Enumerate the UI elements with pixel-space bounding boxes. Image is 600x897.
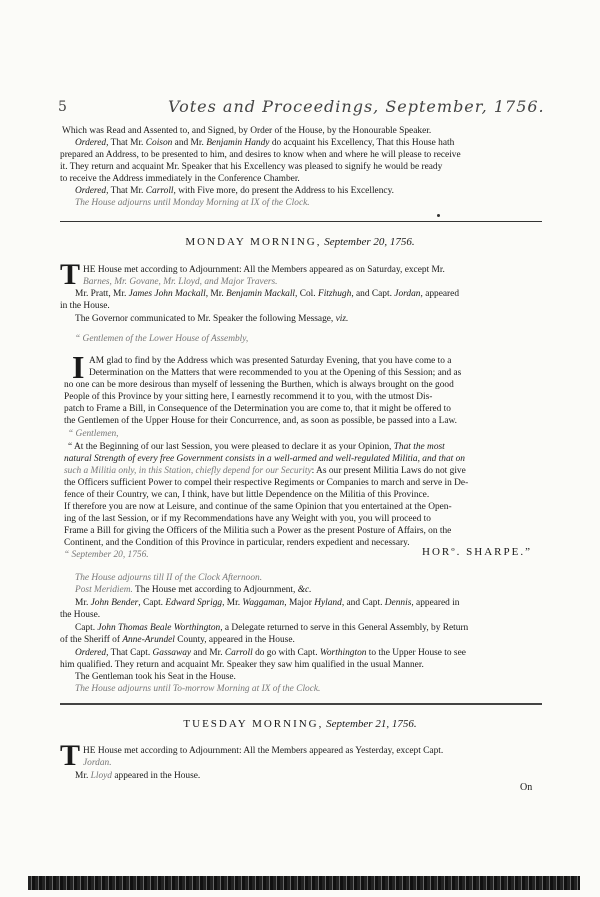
afternoon-line-5b: him qualified. They return and acquaint Mr. Speaker they saw him qualified in the usual Manner. [60, 660, 424, 670]
message-line-13: If therefore you are now at Leisure, and continue of the same Opinion that you entertained at the Open- [64, 502, 452, 512]
afternoon-line-7: The House adjourns until To-morrow Morning at IX of the Clock. [75, 684, 321, 694]
afternoon-line-6: The Gentleman took his Seat in the House. [75, 672, 236, 682]
section-rule-2 [60, 703, 542, 705]
monday-adjourn-1: The House adjourns till II of the Clock Afternoon. [75, 573, 263, 583]
monday-dropcap: T [60, 258, 81, 291]
page-number: 5 [58, 99, 68, 115]
top-line-6: Ordered, That Mr. Carroll, with Five more, do present the Address to his Excellency. [75, 186, 394, 196]
tuesday-heading: TUESDAY MORNING, September 21, 1756. [183, 718, 417, 730]
message-line-10: such a Militia only, in this Station, chiefly depend for our Security: As our present Militia Laws do not give [64, 466, 466, 476]
ornament-dot [437, 214, 440, 217]
afternoon-line-3b: the House. [60, 610, 101, 620]
top-line-3: prepared an Address, to be presented to him, and desires to know when and where he will please to receive [60, 150, 461, 160]
monday-heading: MONDAY MORNING, September 20, 1756. [185, 236, 415, 248]
tuesday-line-1b: Jordan. [83, 758, 112, 768]
top-line-7: The House adjourns until Monday Morning at IX of the Clock. [75, 198, 310, 208]
message-line-2: Determination on the Matters that were recommended to you at the Opening of this Session; and as [89, 368, 462, 378]
message-dropcap: I [72, 349, 85, 385]
post-meridiem: Post Meridiem. The House met according to Adjournment, &c. [75, 585, 312, 595]
message-line-14: ing of the last Session, or if my Recommendations have any Weight with you, you will proceed to [64, 514, 431, 524]
monday-line-2: Mr. Pratt, Mr. James John Mackall, Mr. Benjamin Mackall, Col. Fitzhugh, and Capt. Jordan, appeared [75, 289, 460, 299]
message-date: “ September 20, 1756. [64, 550, 149, 560]
message-line-5: patch to Frame a Bill, in Consequence of the Determination you are come to, that it might be offered to [64, 404, 451, 414]
monday-line-1: HE House met according to Adjournment: All the Members appeared as on Saturday, except Mr. [83, 265, 445, 275]
monday-line-3: The Governor communicated to Mr. Speaker the following Message, viz. [75, 314, 349, 324]
afternoon-line-4: Capt. John Thomas Beale Worthington, a Delegate returned to serve in this General Assembly, by Return [75, 623, 469, 633]
afternoon-line-3: Mr. John Bender, Capt. Edward Sprigg, Mr. Waggaman, Major Hyland, and Capt. Dennis, appeared in [75, 598, 460, 608]
top-line-5: to receive the Address immediately in the Conference Chamber. [60, 174, 300, 184]
message-salutation: “ Gentlemen of the Lower House of Assembly, [75, 334, 249, 344]
message-line-15: Frame a Bill for giving the Officers of the Militia such a Power as the present Posture of Affairs, on the [64, 526, 452, 536]
message-line-11: the Officers sufficient Power to compel their respective Regiments or Companies to march and serve in De- [64, 478, 469, 488]
monday-line-2b: in the House. [60, 301, 110, 311]
afternoon-line-5: Ordered, That Capt. Gassaway and Mr. Carroll do go with Capt. Worthington to the Upper House to see [75, 648, 466, 658]
message-signature: HORº. SHARPE.” [422, 546, 532, 558]
message-line-16: Continent, and the Condition of this Province in particular, renders expedient and necessary. [64, 538, 410, 548]
tuesday-line-2: Mr. Lloyd appeared in the House. [75, 771, 201, 781]
message-line-3: no one can be more desirous than myself of lessening the Burthen, which is always brought on the good [64, 380, 454, 390]
catchword: On [520, 782, 533, 793]
section-rule-1 [60, 221, 542, 222]
message-line-12: fence of their Country, we can, I think, have but little Dependence on the Militia of this Province. [64, 490, 430, 500]
message-line-8: “ At the Beginning of our last Session, you were pleased to declare it as your Opinion, That the most [68, 442, 445, 452]
afternoon-line-4b: of the Sheriff of Anne-Arundel County, appeared in the House. [60, 635, 295, 645]
message-line-6: the Gentlemen of the Upper House for their Concurrence, and, as soon as possible, be passed into a Law. [64, 416, 458, 426]
message-line-1: AM glad to find by the Address which was presented Saturday Evening, that you have come to a [89, 356, 452, 366]
message-line-4: People of this Province by your sitting here, I earnestly recommend it to you, with the utmost Dis- [64, 392, 433, 402]
tuesday-line-1: HE House met according to Adjournment: All the Members appeared as Yesterday, except Capt. [83, 746, 444, 756]
tuesday-dropcap: T [60, 739, 81, 772]
message-line-7: “ Gentlemen, [68, 429, 119, 439]
top-line-1: Which was Read and Assented to, and Signed, by Order of the House, by the Honourable Speaker. [62, 126, 432, 136]
message-line-9: natural Strength of every free Government consists in a well-armed and well-regulated Militia, and that on [64, 454, 465, 464]
running-title: Votes and Proceedings, September, 1756. [168, 97, 545, 116]
monday-line-1b: Barnes, Mr. Govane, Mr. Lloyd, and Major Travers. [83, 277, 278, 287]
top-line-2: Ordered, That Mr. Coison and Mr. Benjamin Handy do acquaint his Excellency, That this House hath [75, 138, 455, 148]
top-line-4: it. They return and acquaint Mr. Speaker that his Excellency was pleased to signify he would be ready [60, 162, 443, 172]
scan-edge-bar [28, 876, 580, 890]
